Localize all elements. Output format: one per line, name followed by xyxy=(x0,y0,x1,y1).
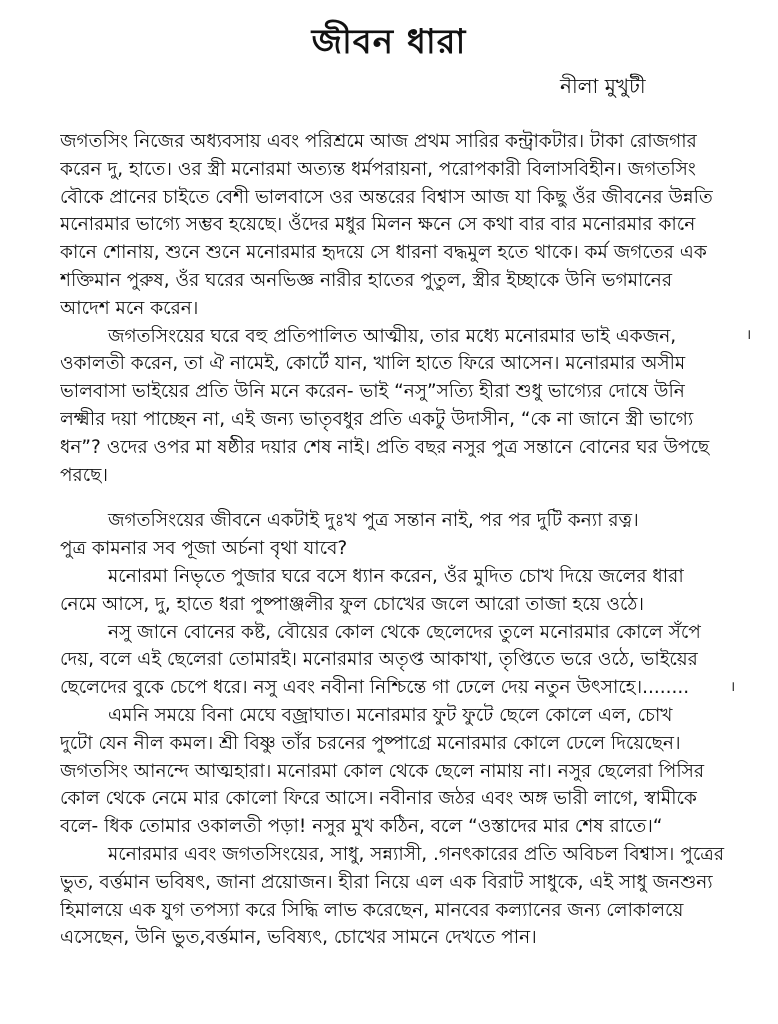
text-line: কোল থেকে নেমে মার কোলো ফিরে আসে। নবীনার জঠর এবং অঙ্গ ভারী লাগে, স্বামীকে xyxy=(60,788,697,810)
margin-mark: । xyxy=(746,327,752,343)
text-line: জগতসিংয়ের ঘরে বহু প্রতিপালিত আত্মীয়, তার মধ্যে মনোরমার ভাই একজন, xyxy=(108,325,677,347)
text-line: নসু জানে বোনের কষ্ট, বৌয়ের কোল থেকে ছেলেদের তুলে মনোরমার কোলে সঁপে xyxy=(108,621,701,643)
text-line: জগতসিং আনন্দে আত্মহারা। মনোরমা কোল থেকে ছেলে নামায় না। নসুর ছেলেরা পিসির xyxy=(60,760,705,782)
text-line: হিমালয়ে এক যুগ তপস্যা করে সিদ্ধি লাভ করেছেন, মানবের কল্যানের জন্য লোকালয়ে xyxy=(60,899,684,921)
document-body xyxy=(60,128,740,952)
text-line: ধন”? ওদের ওপর মা ষষ্ঠীর দয়ার শেষ নাই। প্রতি বছর নসুর পুত্র সন্তানে বোনের ঘর উপছে xyxy=(60,436,710,458)
text-line: ওকালতী করেন, তা ঐ নামেই, কোর্টে যান, খালি হাতে ফিরে আসেন। মনোরমার অসীম xyxy=(60,353,686,375)
text-line: করেন দু, হাতে। ওর স্ত্রী মনোরমা অত্যন্ত ধর্মপরায়না, পরোপকারী বিলাসবিহীন। জগতসিং xyxy=(60,158,696,180)
margin-mark: । xyxy=(730,679,736,695)
text-line: নেমে আসে, দু, হাতে ধরা পুষ্পাঞ্জলীর ফুল চোখের জলে আরো তাজা হয়ে ওঠে। xyxy=(60,593,644,615)
text-line: এসেছেন, উনি ভুত,বর্ত্তমান, ভবিষ্যৎ, চোখের সামনে দেখতে পান। xyxy=(60,927,537,949)
text-line: কানে শোনায়, শুনে শুনে মনোরমার হৃদয়ে সে ধারনা বদ্ধমুল হতে থাকে। কর্ম জগতের এক xyxy=(60,242,707,264)
text-line: ভালবাসা ভাইয়ের প্রতি উনি মনে করেন- ভাই “নসু”সত্যি হীরা শুধু ভাগ্যের দোষে উনি xyxy=(60,381,685,403)
paragraph xyxy=(60,507,740,563)
text-line: জগতসিংয়ের জীবনে একটাই দুঃখ পুত্র সন্তান নাই, পর পর দুটি কন্যা রত্ন। xyxy=(108,510,639,532)
text-line: জগতসিং নিজের অধ্যবসায় এবং পরিশ্রমে আজ প্রথম সারির কন্ট্রাকটার। টাকা রোজগার xyxy=(60,131,697,152)
text-line: পুত্র কামনার সব পূজা অর্চনা বৃথা যাবে? xyxy=(60,538,348,560)
paragraph xyxy=(60,563,740,619)
paragraph xyxy=(60,702,740,841)
paragraph-gap xyxy=(60,489,740,507)
text-line: আদেশ মনে করেন। xyxy=(60,297,199,319)
paragraph xyxy=(60,619,740,702)
text-line: পরছে। xyxy=(60,464,108,486)
text-line: মনোরমা নিভৃতে পুজার ঘরে বসে ধ্যান করেন, ওঁর মুদিত চোখ দিয়ে জলের ধারা xyxy=(108,565,684,587)
text-line: ছেলেদের বুকে চেপে ধরে। নসু এবং নবীনা নিশ্চিন্তে গা ঢেলে দেয় নতুন উৎসাহে।........ xyxy=(60,677,690,699)
author-name: নীলা মুখুটী xyxy=(560,74,646,98)
text-line: বৌকে প্রানের চাইতে বেশী ভালবাসে ওর অন্তরের বিশ্বাস আজ যা কিছু ওঁর জীবনের উন্নতি xyxy=(60,186,713,208)
paragraph xyxy=(60,128,740,323)
text-line: দুটো যেন নীল কমল। শ্রী বিষ্ণু তাঁর চরনের পুষ্পাগ্রে মনোরমার কোলে ঢেলে দিয়েছেন। xyxy=(60,732,681,754)
paragraph xyxy=(60,841,740,952)
text-line: দেয়, বলে এই ছেলেরা তোমারই। মনোরমার অতৃপ্ত আকাখা, তৃপ্তিতে ভরে ওঠে, ভাইয়ের xyxy=(60,649,698,671)
text-line: ভুত, বর্ত্তমান ভবিষৎ, জানা প্রয়োজন। হীরা নিয়ে এল এক বিরাট সাধুকে, এই সাধু জনশুন্য xyxy=(60,871,713,893)
document-title: জীবন ধারা xyxy=(311,22,467,62)
paragraph xyxy=(60,323,740,490)
text-line: বলে- ধিক তোমার ওকালতী পড়া! নসুর মুখ কঠিন, বলে “ওস্তাদের মার শেষ রাতে।“ xyxy=(60,816,663,838)
text-line: লক্ষ্মীর দয়া পাচ্ছেন না, এই জন্য ভাতৃবধুর প্রতি একটু উদাসীন, “কে না জানে স্ত্রী ভাগ্যে xyxy=(60,408,694,430)
text-line: মনোরমার এবং জগতসিংয়ের, সাধু, সন্ন্যাসী, .গনৎকারের প্রতি অবিচল বিশ্বাস। পুত্রের xyxy=(108,843,725,865)
text-line: এমনি সময়ে বিনা মেঘে বজ্রাঘাত। মনোরমার ফুট ফুটে ছেলে কোলে এল, চোখ xyxy=(108,704,673,726)
text-line: শক্তিমান পুরুষ, ওঁর ঘরের অনভিজ্ঞ নারীর হাতের পুতুল, স্ত্রীর ইচ্ছাকে উনি ভগমানের xyxy=(60,269,673,291)
text-line: মনোরমার ভাগ্যে সম্ভব হয়েছে। ওঁদের মধুর মিলন ক্ষনে সে কথা বার বার মনোরমার কানে xyxy=(60,214,696,236)
